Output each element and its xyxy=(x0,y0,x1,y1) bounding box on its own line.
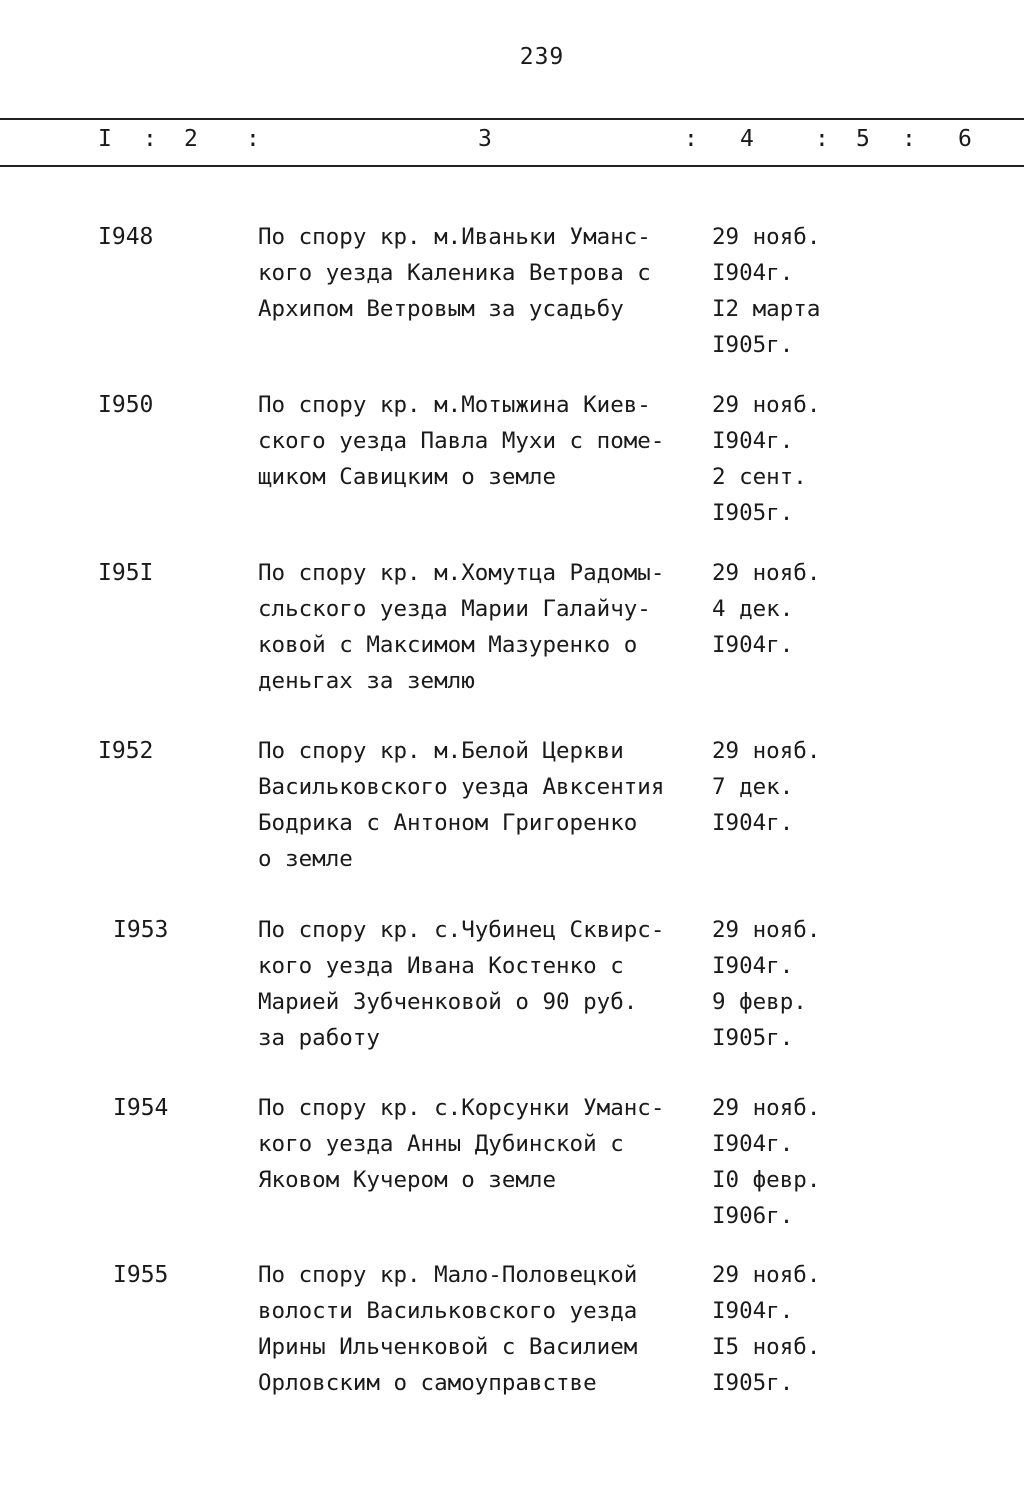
date-line: 29 нояб. xyxy=(712,392,821,418)
date-line: 9 февр. xyxy=(712,989,807,1015)
description-line: за работу xyxy=(258,1025,380,1051)
entry-dates xyxy=(712,219,912,363)
description-line: волости Васильковского уезда xyxy=(258,1298,638,1324)
description-line: По спору кр. с.Чубинец Сквирс- xyxy=(258,917,665,943)
description-line: сльского уезда Марии Галайчу- xyxy=(258,596,651,622)
description-line: Орловским о самоуправстве xyxy=(258,1370,597,1396)
entry-number: I95I xyxy=(98,560,154,586)
entry-number: I955 xyxy=(113,1262,169,1288)
date-line: I904г. xyxy=(712,428,794,454)
header-top-rule xyxy=(0,118,1024,120)
entry-description xyxy=(258,219,708,327)
column-separator: : xyxy=(246,126,260,152)
entry-description xyxy=(258,912,708,1056)
entry-dates xyxy=(712,555,912,663)
description-line: По спору кр. Мало-Половецкой xyxy=(258,1262,638,1288)
column-header-3: 3 xyxy=(478,126,492,152)
entry-dates xyxy=(712,1257,912,1401)
date-line: I904г. xyxy=(712,632,794,658)
date-line: I905г. xyxy=(712,1025,794,1051)
entry-number: I950 xyxy=(98,392,154,418)
column-header-5: 5 xyxy=(856,126,870,152)
entry-number: I954 xyxy=(113,1095,169,1121)
description-line: Архипом Ветровым за усадьбу xyxy=(258,296,624,322)
header-bottom-rule xyxy=(0,165,1024,167)
description-line: ковой с Максимом Мазуренко о xyxy=(258,632,638,658)
page-number: 239 xyxy=(519,44,565,70)
date-line: I905г. xyxy=(712,1370,794,1396)
description-line: По спору кр. м.Белой Церкви xyxy=(258,738,624,764)
column-separator: : xyxy=(143,126,157,152)
date-line: I904г. xyxy=(712,260,794,286)
description-line: Ирины Ильченковой с Василием xyxy=(258,1334,638,1360)
description-line: Васильковского уезда Авксентия xyxy=(258,774,665,800)
entry-description xyxy=(258,387,708,495)
date-line: 4 дек. xyxy=(712,596,794,622)
column-separator: : xyxy=(815,126,829,152)
description-line: По спору кр. м.Мотыжина Киев- xyxy=(258,392,651,418)
date-line: I904г. xyxy=(712,810,794,836)
description-line: кого уезда Ивана Костенко с xyxy=(258,953,624,979)
description-line: По спору кр. м.Иваньки Уманс- xyxy=(258,224,651,250)
date-line: 7 дек. xyxy=(712,774,794,800)
entry-dates xyxy=(712,1090,912,1234)
description-line: Бодрика с Антоном Григоренко xyxy=(258,810,638,836)
description-line: По спору кр. с.Корсунки Уманс- xyxy=(258,1095,665,1121)
description-line: кого уезда Анны Дубинской с xyxy=(258,1131,624,1157)
entry-number: I952 xyxy=(98,738,154,764)
column-separator: : xyxy=(684,126,698,152)
column-header-2: 2 xyxy=(184,126,198,152)
date-line: 29 нояб. xyxy=(712,917,821,943)
date-line: I5 нояб. xyxy=(712,1334,821,1360)
description-line: Марией Зубченковой о 90 руб. xyxy=(258,989,638,1015)
date-line: I0 февр. xyxy=(712,1167,821,1193)
entry-description xyxy=(258,733,708,877)
date-line: I905г. xyxy=(712,500,794,526)
column-header-1: I xyxy=(98,126,112,152)
description-line: щиком Савицким о земле xyxy=(258,464,557,490)
entry-dates xyxy=(712,912,912,1056)
entry-description xyxy=(258,1257,708,1401)
date-line: 2 сент. xyxy=(712,464,807,490)
column-separator: : xyxy=(902,126,916,152)
date-line: I2 марта xyxy=(712,296,821,322)
entry-description xyxy=(258,555,708,699)
date-line: 29 нояб. xyxy=(712,224,821,250)
column-header-4: 4 xyxy=(740,126,754,152)
entry-description xyxy=(258,1090,708,1198)
entry-number: I953 xyxy=(113,917,169,943)
description-line: По спору кр. м.Хомутца Радомы- xyxy=(258,560,665,586)
date-line: 29 нояб. xyxy=(712,1262,821,1288)
date-line: 29 нояб. xyxy=(712,560,821,586)
date-line: I904г. xyxy=(712,953,794,979)
column-header-6: 6 xyxy=(958,126,972,152)
description-line: ского уезда Павла Мухи с поме- xyxy=(258,428,665,454)
entry-dates xyxy=(712,387,912,531)
date-line: 29 нояб. xyxy=(712,738,821,764)
date-line: I906г. xyxy=(712,1203,794,1229)
description-line: о земле xyxy=(258,846,353,872)
entry-dates xyxy=(712,733,912,841)
date-line: I904г. xyxy=(712,1131,794,1157)
description-line: Яковом Кучером о земле xyxy=(258,1167,557,1193)
description-line: деньгах за землю xyxy=(258,668,475,694)
date-line: I904г. xyxy=(712,1298,794,1324)
entry-number: I948 xyxy=(98,224,154,250)
description-line: кого уезда Каленика Ветрова с xyxy=(258,260,651,286)
date-line: I905г. xyxy=(712,332,794,358)
date-line: 29 нояб. xyxy=(712,1095,821,1121)
